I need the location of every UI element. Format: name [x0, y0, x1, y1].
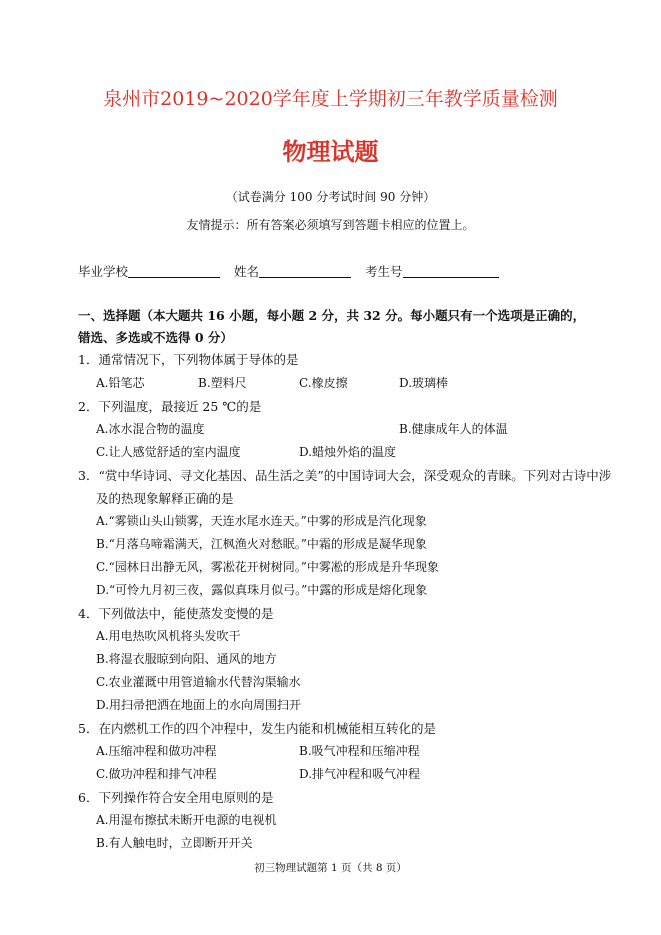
option: C.做功冲程和排气冲程 [96, 767, 217, 781]
exam-no-label: 考生号 [365, 264, 403, 279]
question-stem: 1．通常情况下，下列物体属于导体的是 [78, 352, 299, 367]
option: A.用湿布擦拭未断开电源的电视机 [96, 813, 277, 827]
option: D.蜡烛外焰的温度 [299, 445, 397, 459]
option: A.铅笔芯 [96, 376, 145, 390]
option: B.将湿衣服晾到向阳、通风的地方 [96, 652, 277, 666]
option: D.排气冲程和吸气冲程 [299, 767, 421, 781]
subject-title: 物理试题 [282, 137, 379, 166]
page-footer: 初三物理试题第 1 页（共 8 页） [254, 862, 407, 874]
name-blank[interactable] [259, 265, 351, 278]
option: C.橡皮擦 [299, 376, 348, 390]
friendly-tip: 友情提示：所有答案必须填写到答题卡相应的位置上。 [186, 218, 475, 232]
option: D.用扫帚把洒在地面上的水向周围扫开 [96, 698, 302, 712]
exam-info: （试卷满分 100 分考试时间 90 分钟） [225, 190, 436, 204]
option: B.“月落乌啼霜满天，江枫渔火对愁眠。”中霜的形成是凝华现象 [96, 537, 427, 551]
option: B.有人触电时，立即断开开关 [96, 836, 253, 850]
option: A.冰水混合物的温度 [96, 422, 205, 436]
option: C.让人感觉舒适的室内温度 [96, 445, 241, 459]
section-heading: 一、选择题（本大题共 16 小题，每小题 2 分，共 32 分。每小题只有一个选项是正确的，错选、多选或不选得 0 分） [78, 308, 586, 345]
exam-no-blank[interactable] [403, 265, 499, 278]
question-stem: 6．下列操作符合安全用电原则的是 [78, 790, 274, 805]
option: C.“园林日出静无风，雾凇花开树树同。”中雾凇的形成是升华现象 [96, 560, 439, 574]
student-info-fields [78, 262, 499, 280]
school-blank[interactable] [128, 265, 220, 278]
question-stem: 5．在内燃机工作的四个冲程中，发生内能和机械能相互转化的是 [78, 721, 436, 736]
option: A.“雾锁山头山锁雾，天连水尾水连天。”中雾的形成是汽化现象 [96, 514, 427, 528]
option: C.农业灌溉中用管道输水代替沟渠输水 [96, 675, 301, 689]
option: D.“可怜九月初三夜，露似真珠月似弓。”中露的形成是熔化现象 [96, 583, 428, 597]
question-stem: 4．下列做法中，能使蒸发变慢的是 [78, 606, 274, 621]
option: B.健康成年人的体温 [399, 422, 508, 436]
exam-title: 泉州市2019~2020学年度上学期初三年教学质量检测 [103, 88, 558, 110]
question-stem: 3．“赏中华诗词、寻文化基因、品生活之美”的中国诗词大会，深受观众的青睐。下列对古诗中涉 [78, 468, 612, 483]
question-stem-continued: 及的热现象解释正确的是 [96, 491, 234, 506]
option: A.压缩冲程和做功冲程 [96, 744, 217, 758]
option: B.吸气冲程和压缩冲程 [299, 744, 420, 758]
option: B.塑料尺 [198, 376, 247, 390]
option: D.玻璃棒 [399, 376, 449, 390]
option: A.用电热吹风机将头发吹干 [96, 629, 241, 643]
question-stem: 2．下列温度，最接近 25 ℃的是 [78, 399, 262, 414]
name-label: 姓名 [234, 264, 260, 279]
school-label: 毕业学校 [78, 264, 129, 279]
